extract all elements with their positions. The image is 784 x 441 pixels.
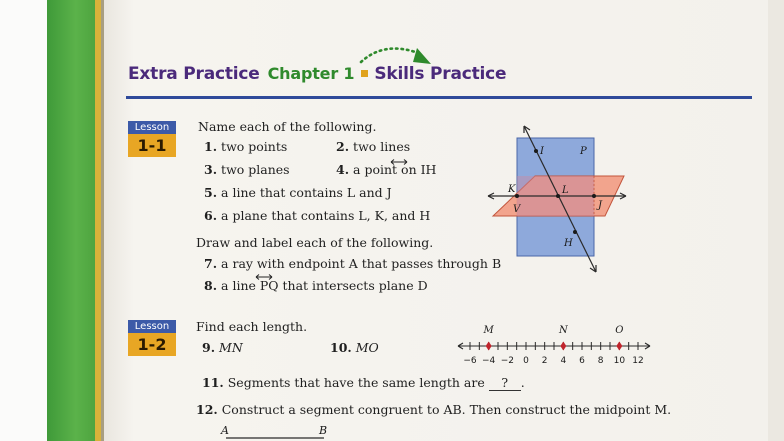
- page-right-edge: [768, 0, 784, 441]
- title-rule: [126, 96, 752, 99]
- answer-blank[interactable]: ?: [489, 375, 521, 391]
- exercise-7: 7. a ray with endpoint A that passes through B: [204, 256, 502, 271]
- title-bullet: [361, 70, 368, 77]
- point-label: M: [483, 325, 494, 336]
- point-n: [560, 342, 566, 351]
- tick-label: −4: [482, 356, 496, 366]
- section-heading-draw: Draw and label each of the following.: [196, 235, 434, 250]
- point-m: [486, 342, 492, 351]
- exercise-10: 10. MO: [330, 340, 379, 355]
- point-h: [573, 230, 577, 234]
- exercise-12: 12. Construct a segment congruent to AB. Then construct the midpoint M.: [196, 402, 672, 417]
- point-i: [534, 149, 538, 153]
- tick-label: 8: [597, 356, 604, 366]
- exercise-11: 11. Segments that have the same length are ? .: [202, 375, 525, 390]
- exercise-6: 6. a plane that contains L, K, and H: [204, 208, 431, 223]
- tick-label: 6: [579, 356, 585, 366]
- point-k: [515, 194, 519, 198]
- page-title: [128, 64, 506, 84]
- point-label: N: [558, 325, 568, 336]
- lesson-tag-1-1: [128, 121, 176, 157]
- point-l: [556, 194, 560, 198]
- lesson-number: 1-2: [128, 333, 176, 356]
- tick-label: 2: [541, 356, 548, 366]
- label-b: B: [319, 424, 328, 437]
- lesson-tag-1-2: [128, 320, 176, 356]
- tick-label: −2: [500, 356, 514, 366]
- title-skills: Skills Practice: [374, 64, 507, 84]
- point-label: O: [615, 325, 624, 336]
- tick-label: 12: [632, 356, 644, 366]
- exercise-4: 4. a point on IH: [336, 162, 437, 177]
- left-margin: [0, 0, 47, 441]
- exercise-2: 2. two lines: [336, 139, 411, 154]
- label-l: L: [562, 185, 569, 196]
- tick-label: 0: [523, 356, 529, 366]
- exercise-8: 8. a line PQ that intersects plane D: [204, 278, 428, 293]
- exercise-5: 5. a line that contains L and J: [204, 185, 392, 200]
- tick-label: −6: [463, 356, 477, 366]
- tick-label: 10: [613, 356, 626, 366]
- section-heading-length: Find each length.: [196, 319, 308, 334]
- label-h: H: [564, 238, 573, 249]
- label-k: K: [508, 184, 516, 195]
- exercise-9: 9. MN: [202, 340, 243, 355]
- label-a: A: [221, 424, 229, 437]
- exercise-1: 1. two points: [204, 139, 288, 154]
- label-p: P: [580, 146, 587, 157]
- lesson-label: Lesson: [128, 320, 176, 333]
- title-chapter: Chapter 1: [267, 64, 355, 83]
- label-v: V: [513, 204, 521, 215]
- planes-figure: [480, 120, 640, 280]
- line-symbol-icon: [389, 158, 409, 166]
- point-o: [616, 342, 622, 351]
- number-line: [454, 322, 654, 368]
- point-j: [592, 194, 596, 198]
- exercise-3: 3. two planes: [204, 162, 290, 177]
- tick-label: 4: [560, 356, 567, 366]
- lesson-label: Lesson: [128, 121, 176, 134]
- segment-ab: [210, 420, 340, 441]
- line-symbol-icon: [254, 273, 274, 281]
- title-extra: Extra Practice: [128, 64, 260, 84]
- label-j: J: [598, 200, 603, 211]
- green-edge-band: [47, 0, 95, 441]
- lesson-number: 1-1: [128, 134, 176, 157]
- section-heading-name: Name each of the following.: [198, 119, 377, 134]
- label-i: I: [540, 146, 544, 157]
